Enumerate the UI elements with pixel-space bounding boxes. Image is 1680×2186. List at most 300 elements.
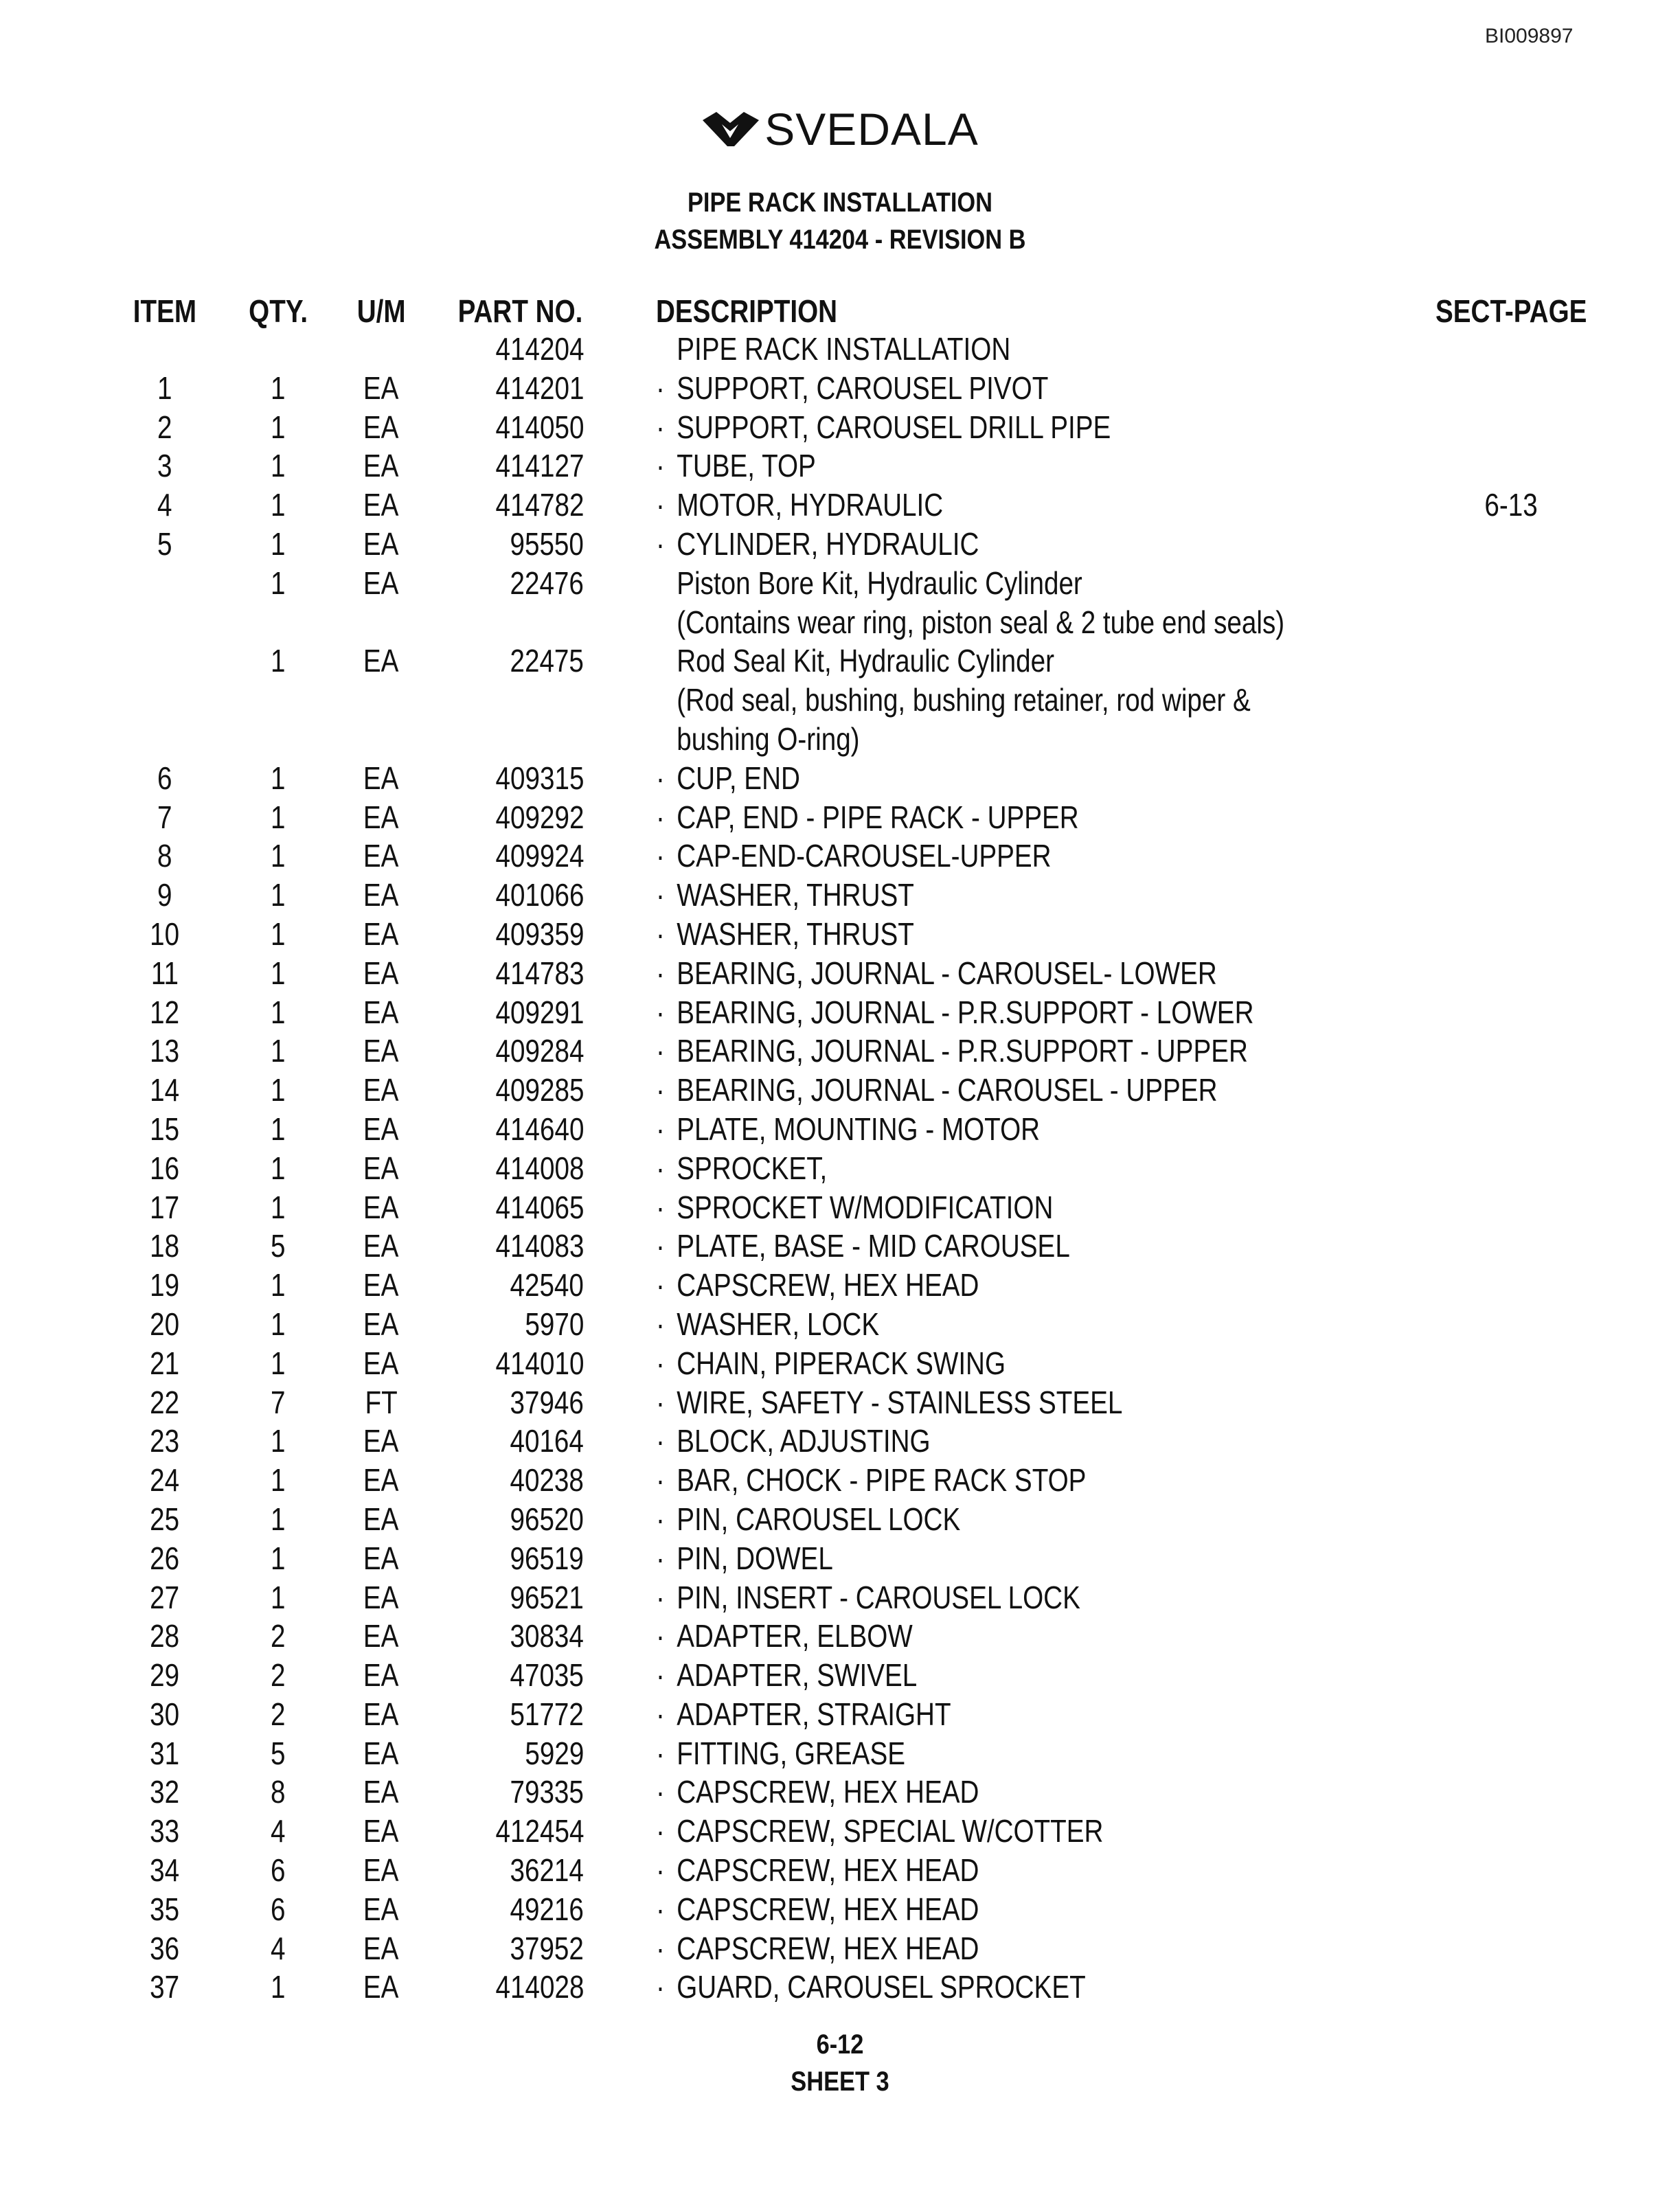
qty-cell: 1 (271, 369, 286, 406)
description-cell (656, 720, 1408, 759)
item-cell: 32 (150, 1774, 180, 1810)
sect-page-cell (1408, 1188, 1614, 1227)
qty-cell: 4 (271, 1813, 286, 1849)
item-cell: 24 (150, 1462, 180, 1499)
description-text: (Rod seal, bushing, bushing retainer, rod wiper & (677, 682, 1251, 718)
description-text: CHAIN, PIPERACK SWING (677, 1345, 1006, 1381)
column-gap (584, 1461, 656, 1500)
item-cell (103, 641, 227, 681)
bullet-marker: · (656, 1696, 665, 1732)
column-gap (584, 1032, 656, 1071)
bullet-marker: · (656, 915, 665, 952)
table-row (103, 525, 1614, 564)
bullet-marker: · (656, 1306, 665, 1342)
item-cell: 28 (150, 1618, 180, 1654)
qty-cell: 1 (271, 1033, 286, 1069)
column-gap (584, 564, 656, 603)
description-cell (656, 1461, 1408, 1500)
item-cell: 3 (157, 448, 172, 484)
bullet-marker: · (656, 1267, 665, 1303)
sect-page-cell (1408, 1071, 1614, 1110)
description-cell (656, 1812, 1408, 1851)
item-cell: 35 (150, 1891, 180, 1927)
table-row (103, 564, 1614, 603)
table-row (103, 836, 1614, 876)
um-cell (330, 330, 433, 369)
bullet-marker: · (656, 1540, 665, 1576)
item-cell: 2 (157, 409, 172, 445)
um-cell: EA (363, 1657, 399, 1694)
description-cell (656, 1227, 1408, 1266)
part-number-cell: 412454 (495, 1813, 584, 1849)
column-gap (584, 1266, 656, 1305)
description-text: BEARING, JOURNAL - CAROUSEL - UPPER (677, 1072, 1218, 1108)
qty-cell: 1 (271, 643, 286, 679)
sect-page-cell: 6-13 (1484, 487, 1538, 523)
column-gap (584, 525, 656, 564)
description-cell (656, 1617, 1408, 1656)
sect-page-cell (1408, 369, 1614, 408)
document-id: BI009897 (1485, 25, 1574, 47)
um-cell (330, 603, 433, 642)
table-row (103, 1188, 1614, 1227)
part-number-cell (433, 720, 584, 759)
description-cell (656, 1305, 1408, 1344)
table-row (103, 954, 1614, 993)
item-cell: 15 (150, 1111, 180, 1147)
column-gap (584, 641, 656, 681)
qty-cell: 1 (271, 1189, 286, 1225)
item-cell: 8 (157, 838, 172, 874)
part-number-cell: 414640 (495, 1111, 584, 1147)
table-row (103, 1890, 1614, 1929)
um-cell (330, 720, 433, 759)
part-number-cell: 22476 (510, 565, 584, 601)
item-cell: 18 (150, 1228, 180, 1264)
description-cell (656, 330, 1408, 369)
um-cell: EA (363, 1813, 399, 1849)
column-gap (584, 1968, 656, 2007)
sect-page-cell (1408, 1032, 1614, 1071)
description-text: BLOCK, ADJUSTING (677, 1423, 931, 1459)
column-gap (584, 1656, 656, 1695)
qty-cell: 2 (271, 1657, 286, 1694)
table-row (103, 446, 1614, 486)
item-cell: 16 (150, 1150, 180, 1186)
um-cell: EA (363, 877, 399, 913)
table-row (103, 1266, 1614, 1305)
item-cell: 30 (150, 1696, 180, 1732)
column-gap (584, 993, 656, 1032)
um-cell: EA (363, 1696, 399, 1732)
description-cell (656, 564, 1408, 603)
svedala-logo (0, 103, 1680, 155)
item-cell: 9 (157, 877, 172, 913)
um-cell: EA (363, 1072, 399, 1108)
um-cell: EA (363, 448, 399, 484)
um-cell: EA (363, 1501, 399, 1537)
table-row (103, 369, 1614, 408)
part-number-cell: 22475 (510, 643, 584, 679)
part-number-cell: 409359 (495, 915, 584, 952)
qty-cell: 1 (271, 1072, 286, 1108)
table-row (103, 876, 1614, 915)
part-number-cell: 401066 (495, 877, 584, 913)
item-cell: 27 (150, 1579, 180, 1615)
sect-page-cell (1408, 798, 1614, 837)
um-cell: FT (365, 1384, 398, 1420)
part-number-cell: 37946 (510, 1384, 584, 1420)
part-number-cell: 414127 (495, 448, 584, 484)
part-number-cell: 414201 (495, 369, 584, 406)
description-text: CAPSCREW, SPECIAL W/COTTER (677, 1813, 1104, 1849)
item-cell: 29 (150, 1657, 180, 1694)
description-text: CAPSCREW, HEX HEAD (677, 1891, 979, 1927)
bullet-marker: · (656, 1579, 665, 1615)
sect-page-cell (1408, 1227, 1614, 1266)
um-cell: EA (363, 994, 399, 1030)
column-gap (584, 1929, 656, 1968)
description-cell (656, 681, 1408, 720)
parts-table-body (103, 330, 1614, 2007)
qty-cell: 1 (271, 877, 286, 913)
part-number-cell: 414065 (495, 1189, 584, 1225)
sect-page-cell (1408, 1773, 1614, 1812)
bullet-marker: · (656, 1618, 665, 1654)
description-text: WASHER, THRUST (677, 915, 914, 952)
part-number-cell: 30834 (510, 1618, 584, 1654)
table-row (103, 1383, 1614, 1422)
column-gap (584, 1344, 656, 1383)
item-cell: 14 (150, 1072, 180, 1108)
column-gap (584, 1890, 656, 1929)
item-cell: 11 (150, 955, 179, 991)
sect-page-cell (1408, 759, 1614, 798)
description-text: BEARING, JOURNAL - CAROUSEL- LOWER (677, 955, 1217, 991)
sect-page-cell (1408, 1812, 1614, 1851)
table-row (103, 798, 1614, 837)
sect-page-cell (1408, 876, 1614, 915)
part-number-cell: 96519 (510, 1540, 584, 1576)
description-cell (656, 876, 1408, 915)
sect-page-cell (1408, 1500, 1614, 1539)
description-text: CAP, END - PIPE RACK - UPPER (677, 799, 1079, 835)
um-cell: EA (363, 643, 399, 679)
table-row (103, 1227, 1614, 1266)
table-row (103, 1149, 1614, 1188)
um-cell: EA (363, 1618, 399, 1654)
description-cell (656, 525, 1408, 564)
column-gap (584, 915, 656, 954)
column-header-um: U/M (356, 293, 406, 329)
bullet-marker: · (656, 409, 665, 445)
sheet-number: SHEET 3 (791, 2067, 889, 2097)
qty-cell: 1 (271, 487, 286, 523)
bullet-marker: · (656, 1930, 665, 1966)
qty-cell: 1 (271, 1540, 286, 1576)
bullet-marker: · (656, 1813, 665, 1849)
table-row (103, 1305, 1614, 1344)
sect-page-cell (1408, 1695, 1614, 1734)
description-cell (656, 1773, 1408, 1812)
qty-cell: 1 (271, 994, 286, 1030)
qty-cell: 1 (271, 915, 286, 952)
sect-page-cell (1408, 1734, 1614, 1773)
part-number-cell: 409291 (495, 994, 584, 1030)
description-text: BAR, CHOCK - PIPE RACK STOP (677, 1462, 1087, 1499)
description-text: (Contains wear ring, piston seal & 2 tube end seals) (677, 604, 1285, 640)
item-cell: 34 (150, 1852, 180, 1889)
um-cell (330, 681, 433, 720)
um-cell: EA (363, 1462, 399, 1499)
description-cell (656, 603, 1408, 642)
um-cell: EA (363, 409, 399, 445)
sect-page-cell (1408, 1266, 1614, 1305)
sect-page-cell (1408, 641, 1614, 681)
description-text: SPROCKET W/MODIFICATION (677, 1189, 1054, 1225)
column-gap (584, 1695, 656, 1734)
um-cell: EA (363, 1306, 399, 1342)
part-number-cell: 5929 (525, 1735, 584, 1771)
description-cell (656, 1188, 1408, 1227)
page-footer (0, 2026, 1680, 2100)
bullet-marker: · (656, 1657, 665, 1694)
description-cell (656, 1578, 1408, 1617)
table-row (103, 1851, 1614, 1890)
bullet-marker: · (656, 1423, 665, 1459)
description-text: SUPPORT, CAROUSEL PIVOT (677, 369, 1049, 406)
qty-cell: 1 (271, 1306, 286, 1342)
title-line-2: ASSEMBLY 414204 - REVISION B (654, 225, 1026, 255)
sect-page-cell (1408, 1461, 1614, 1500)
description-text: PIN, DOWEL (677, 1540, 833, 1576)
part-number-cell: 414783 (495, 955, 584, 991)
bullet-marker: · (656, 1735, 665, 1771)
bullet-marker: · (656, 1774, 665, 1810)
qty-cell: 6 (271, 1891, 286, 1927)
description-text: PIN, INSERT - CAROUSEL LOCK (677, 1579, 1080, 1615)
description-text: PLATE, BASE - MID CAROUSEL (677, 1228, 1070, 1264)
qty-cell: 1 (271, 955, 286, 991)
item-cell: 7 (157, 799, 172, 835)
qty-cell: 1 (271, 1150, 286, 1186)
item-cell (103, 681, 227, 720)
description-cell (656, 1656, 1408, 1695)
sect-page-cell (1408, 915, 1614, 954)
table-row (103, 1344, 1614, 1383)
item-cell: 37 (150, 1969, 180, 2005)
column-header-qty: QTY. (249, 293, 308, 329)
sect-page-cell (1408, 993, 1614, 1032)
sect-page-cell (1408, 1656, 1614, 1695)
column-header-item: ITEM (133, 293, 197, 329)
um-cell: EA (363, 1189, 399, 1225)
item-cell: 31 (150, 1735, 180, 1771)
column-header-sect-page: SECT-PAGE (1435, 293, 1587, 329)
description-cell (656, 408, 1408, 447)
um-cell: EA (363, 1540, 399, 1576)
um-cell: EA (363, 1774, 399, 1810)
sect-page-cell (1408, 446, 1614, 486)
sect-page-cell (1408, 954, 1614, 993)
part-number-cell: 47035 (510, 1657, 584, 1694)
description-cell (656, 1968, 1408, 2007)
part-number-cell: 96521 (510, 1579, 584, 1615)
part-number-cell: 414782 (495, 487, 584, 523)
part-number-cell: 414050 (495, 409, 584, 445)
item-cell: 25 (150, 1501, 180, 1537)
part-number-cell: 414008 (495, 1150, 584, 1186)
part-number-cell: 414028 (495, 1969, 584, 2005)
table-row (103, 1968, 1614, 2007)
qty-cell: 1 (271, 760, 286, 796)
description-text: SUPPORT, CAROUSEL DRILL PIPE (677, 409, 1111, 445)
table-row (103, 641, 1614, 681)
column-gap (584, 954, 656, 993)
um-cell: EA (363, 838, 399, 874)
bullet-marker: · (656, 838, 665, 874)
sect-page-cell (1408, 1110, 1614, 1149)
bullet-marker: · (656, 760, 665, 796)
table-row (103, 1656, 1614, 1695)
sect-page-cell (1408, 525, 1614, 564)
title-line-1: PIPE RACK INSTALLATION (687, 187, 993, 218)
column-gap (584, 1110, 656, 1149)
description-cell (656, 1383, 1408, 1422)
um-cell: EA (363, 565, 399, 601)
column-gap (584, 1188, 656, 1227)
sect-page-cell (1408, 1305, 1614, 1344)
description-cell (656, 1890, 1408, 1929)
qty-cell: 1 (271, 409, 286, 445)
bullet-marker: · (656, 1150, 665, 1186)
table-row (103, 759, 1614, 798)
bullet-marker: · (656, 1111, 665, 1147)
column-gap (584, 446, 656, 486)
description-cell (656, 1110, 1408, 1149)
part-number-cell: 409284 (495, 1033, 584, 1069)
qty-cell: 1 (271, 1345, 286, 1381)
bullet-marker: · (656, 1228, 665, 1264)
bullet-marker: · (656, 448, 665, 484)
qty-cell (227, 330, 330, 369)
item-cell (103, 330, 227, 369)
column-gap (584, 486, 656, 525)
description-text: CAPSCREW, HEX HEAD (677, 1267, 979, 1303)
table-row (103, 408, 1614, 447)
bullet-marker: · (656, 1501, 665, 1537)
column-gap (584, 1149, 656, 1188)
bullet-marker: · (656, 1345, 665, 1381)
description-cell (656, 1851, 1408, 1890)
sect-page-cell (1408, 836, 1614, 876)
table-row (103, 1695, 1614, 1734)
qty-cell: 1 (271, 838, 286, 874)
sect-page-cell (1408, 1890, 1614, 1929)
description-text: TUBE, TOP (677, 448, 816, 484)
bullet-marker: · (656, 955, 665, 991)
qty-cell: 5 (271, 1228, 286, 1264)
um-cell: EA (363, 1891, 399, 1927)
description-text: ADAPTER, ELBOW (677, 1618, 913, 1654)
column-header-description: DESCRIPTION (656, 293, 838, 329)
qty-cell: 1 (271, 1111, 286, 1147)
description-text: GUARD, CAROUSEL SPROCKET (677, 1969, 1086, 2005)
um-cell: EA (363, 1735, 399, 1771)
um-cell: EA (363, 1033, 399, 1069)
part-number-cell: 409315 (495, 760, 584, 796)
um-cell: EA (363, 1150, 399, 1186)
table-row (103, 915, 1614, 954)
bullet-marker: · (656, 1891, 665, 1927)
svedala-logo-icon (701, 108, 760, 150)
column-gap (584, 1578, 656, 1617)
logo-text: SVEDALA (764, 104, 979, 155)
sect-page-cell (1408, 603, 1614, 642)
part-number-cell: 79335 (510, 1774, 584, 1810)
part-number-cell: 96520 (510, 1501, 584, 1537)
sect-page-cell (1408, 330, 1614, 369)
part-number-cell: 5970 (525, 1306, 584, 1342)
column-gap (584, 1734, 656, 1773)
um-cell: EA (363, 525, 399, 562)
um-cell: EA (363, 1345, 399, 1381)
item-cell: 5 (157, 525, 172, 562)
column-gap (584, 369, 656, 408)
item-cell: 33 (150, 1813, 180, 1849)
table-row (103, 1500, 1614, 1539)
table-row (103, 1422, 1614, 1461)
description-text: SPROCKET, (677, 1150, 828, 1186)
description-cell (656, 1032, 1408, 1071)
sect-page-cell (1408, 1149, 1614, 1188)
item-cell: 19 (150, 1267, 180, 1303)
description-cell (656, 798, 1408, 837)
item-cell: 20 (150, 1306, 180, 1342)
description-cell (656, 1695, 1408, 1734)
column-gap (584, 720, 656, 759)
description-text: PIN, CAROUSEL LOCK (677, 1501, 961, 1537)
um-cell: EA (363, 1930, 399, 1966)
part-number-cell (433, 681, 584, 720)
um-cell: EA (363, 1969, 399, 2005)
column-gap (584, 876, 656, 915)
um-cell: EA (363, 955, 399, 991)
column-gap (584, 1851, 656, 1890)
um-cell: EA (363, 1267, 399, 1303)
description-cell (656, 1734, 1408, 1773)
item-cell: 1 (157, 369, 172, 406)
bullet-marker: · (656, 877, 665, 913)
table-header-row (103, 286, 1614, 330)
item-cell: 10 (150, 915, 180, 952)
item-cell (103, 564, 227, 603)
part-number-cell: 409285 (495, 1072, 584, 1108)
parts-list-table (103, 286, 1614, 2007)
qty-cell: 1 (271, 525, 286, 562)
um-cell: EA (363, 799, 399, 835)
description-text: CAPSCREW, HEX HEAD (677, 1930, 979, 1966)
column-gap (584, 836, 656, 876)
description-cell (656, 759, 1408, 798)
part-number-cell: 40238 (510, 1462, 584, 1499)
description-cell (656, 369, 1408, 408)
qty-cell: 1 (271, 1267, 286, 1303)
part-number-cell: 49216 (510, 1891, 584, 1927)
item-cell: 36 (150, 1930, 180, 1966)
column-gap (584, 1227, 656, 1266)
description-cell (656, 954, 1408, 993)
